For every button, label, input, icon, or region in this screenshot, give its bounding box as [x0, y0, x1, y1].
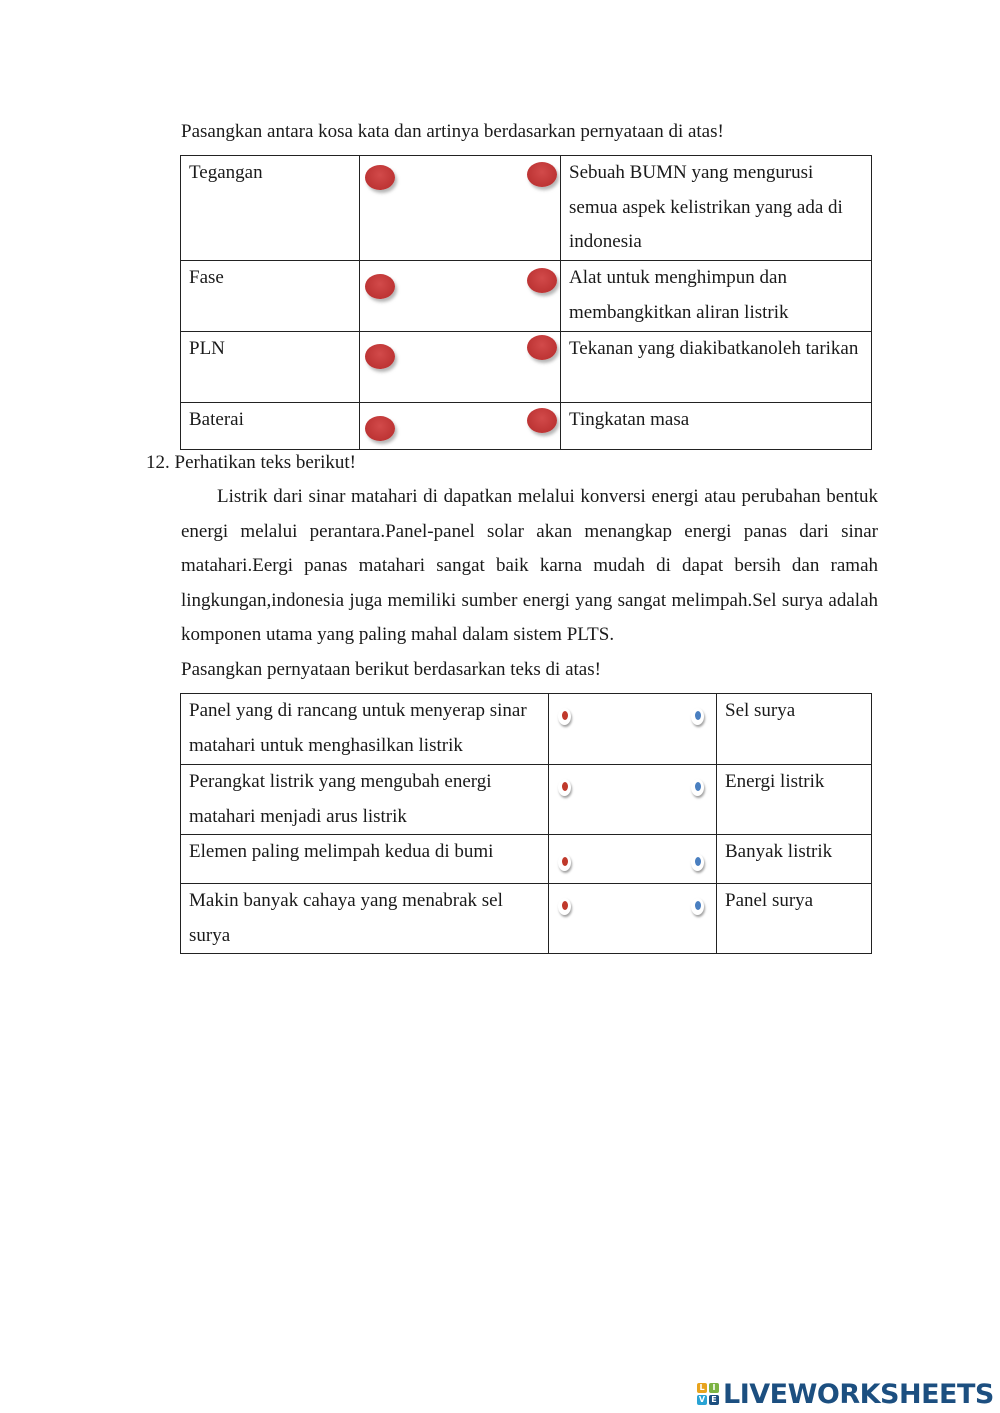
left-cell [181, 261, 360, 332]
right-cell [561, 261, 872, 332]
definition: Tekanan yang diakibatkanoleh tarikan [569, 338, 859, 359]
right-cell [717, 694, 872, 765]
match-dot-right[interactable] [527, 268, 557, 293]
connector-cell [360, 261, 561, 332]
definition: Alat untuk menghimpun dan membangkitkan aliran listrik [569, 267, 789, 323]
table-row [181, 403, 872, 450]
right-cell [561, 156, 872, 261]
left-cell [181, 884, 549, 954]
table-row [181, 694, 872, 765]
match-dot-right[interactable] [691, 898, 704, 915]
match-dot-right[interactable] [691, 854, 704, 871]
table-row [181, 765, 872, 835]
match-dot-left[interactable] [558, 708, 571, 725]
vocab-term: Fase [189, 267, 224, 288]
right-cell [717, 835, 872, 884]
logo-text: LIVEWORKSHEETS [723, 1378, 994, 1410]
match-dot-left[interactable] [365, 416, 395, 441]
connector-cell [360, 332, 561, 403]
liveworksheets-logo [697, 1377, 994, 1411]
left-cell [181, 403, 360, 450]
statement: Makin banyak cahaya yang menabrak sel surya [189, 890, 503, 946]
definition: Tingkatan masa [569, 409, 690, 430]
match-dot-left[interactable] [558, 779, 571, 796]
statement: Panel yang di rancang untuk menyerap sinar matahari untuk menghasilkan listrik [189, 700, 527, 756]
match-dot-left[interactable] [558, 854, 571, 871]
statement: Perangkat listrik yang mengubah energi matahari menjadi arus listrik [189, 771, 492, 827]
match-dot-right[interactable] [527, 408, 557, 433]
vocab-term: Tegangan [189, 162, 263, 183]
table-row [181, 261, 872, 332]
connector-cell [549, 835, 717, 884]
match-dot-left[interactable] [365, 344, 395, 369]
left-cell [181, 835, 549, 884]
instruction-statements: Pasangkan pernyataan berikut berdasarkan teks di atas! [181, 659, 601, 680]
table-row [181, 884, 872, 954]
connector-cell [360, 403, 561, 450]
match-dot-right[interactable] [691, 708, 704, 725]
right-cell [561, 403, 872, 450]
definition: Sebuah BUMN yang mengurusi semua aspek kelistrikan yang ada di indonesia [569, 162, 843, 252]
connector-cell [549, 765, 717, 835]
statement-matching-table [180, 693, 872, 954]
instruction-vocab: Pasangkan antara kosa kata dan artinya berdasarkan pernyataan di atas! [181, 121, 724, 142]
vocab-term: Baterai [189, 409, 244, 430]
connector-cell [549, 884, 717, 954]
right-cell [561, 332, 872, 403]
match-dot-left[interactable] [365, 165, 395, 190]
answer-option: Banyak listrik [725, 841, 833, 862]
right-cell [717, 765, 872, 835]
answer-option: Panel surya [725, 890, 814, 911]
left-cell [181, 694, 549, 765]
left-cell [181, 765, 549, 835]
table-row [181, 156, 872, 261]
connector-cell [549, 694, 717, 765]
vocab-term: PLN [189, 338, 225, 359]
statement: Elemen paling melimpah kedua di bumi [189, 841, 494, 862]
match-dot-right[interactable] [691, 779, 704, 796]
match-dot-left[interactable] [365, 274, 395, 299]
reading-paragraph: Listrik dari sinar matahari di dapatkan melalui konversi energi atau perubahan bentuk energi melalui perantara.Panel-panel solar akan menangkap energi panas dari sinar matahari.Eergi panas matahari sangat baik karna mudah di dapat bersih dan ramah lingkungan,indonesia juga memiliki sumber energi yang sangat melimpah.Sel surya adalah komponen utama yang paling mahal dalam sistem PLTS. [181, 486, 878, 645]
match-dot-left[interactable] [558, 898, 571, 915]
answer-option: Energi listrik [725, 771, 825, 792]
match-dot-right[interactable] [527, 335, 557, 360]
connector-cell [360, 156, 561, 261]
logo-mark-icon: L I V E [697, 1383, 719, 1405]
table-row [181, 332, 872, 403]
question-12-heading: 12. Perhatikan teks berikut! [146, 452, 357, 473]
table-row [181, 835, 872, 884]
right-cell [717, 884, 872, 954]
vocab-matching-table [180, 155, 872, 450]
match-dot-right[interactable] [527, 162, 557, 187]
left-cell [181, 156, 360, 261]
left-cell [181, 332, 360, 403]
answer-option: Sel surya [725, 700, 796, 721]
